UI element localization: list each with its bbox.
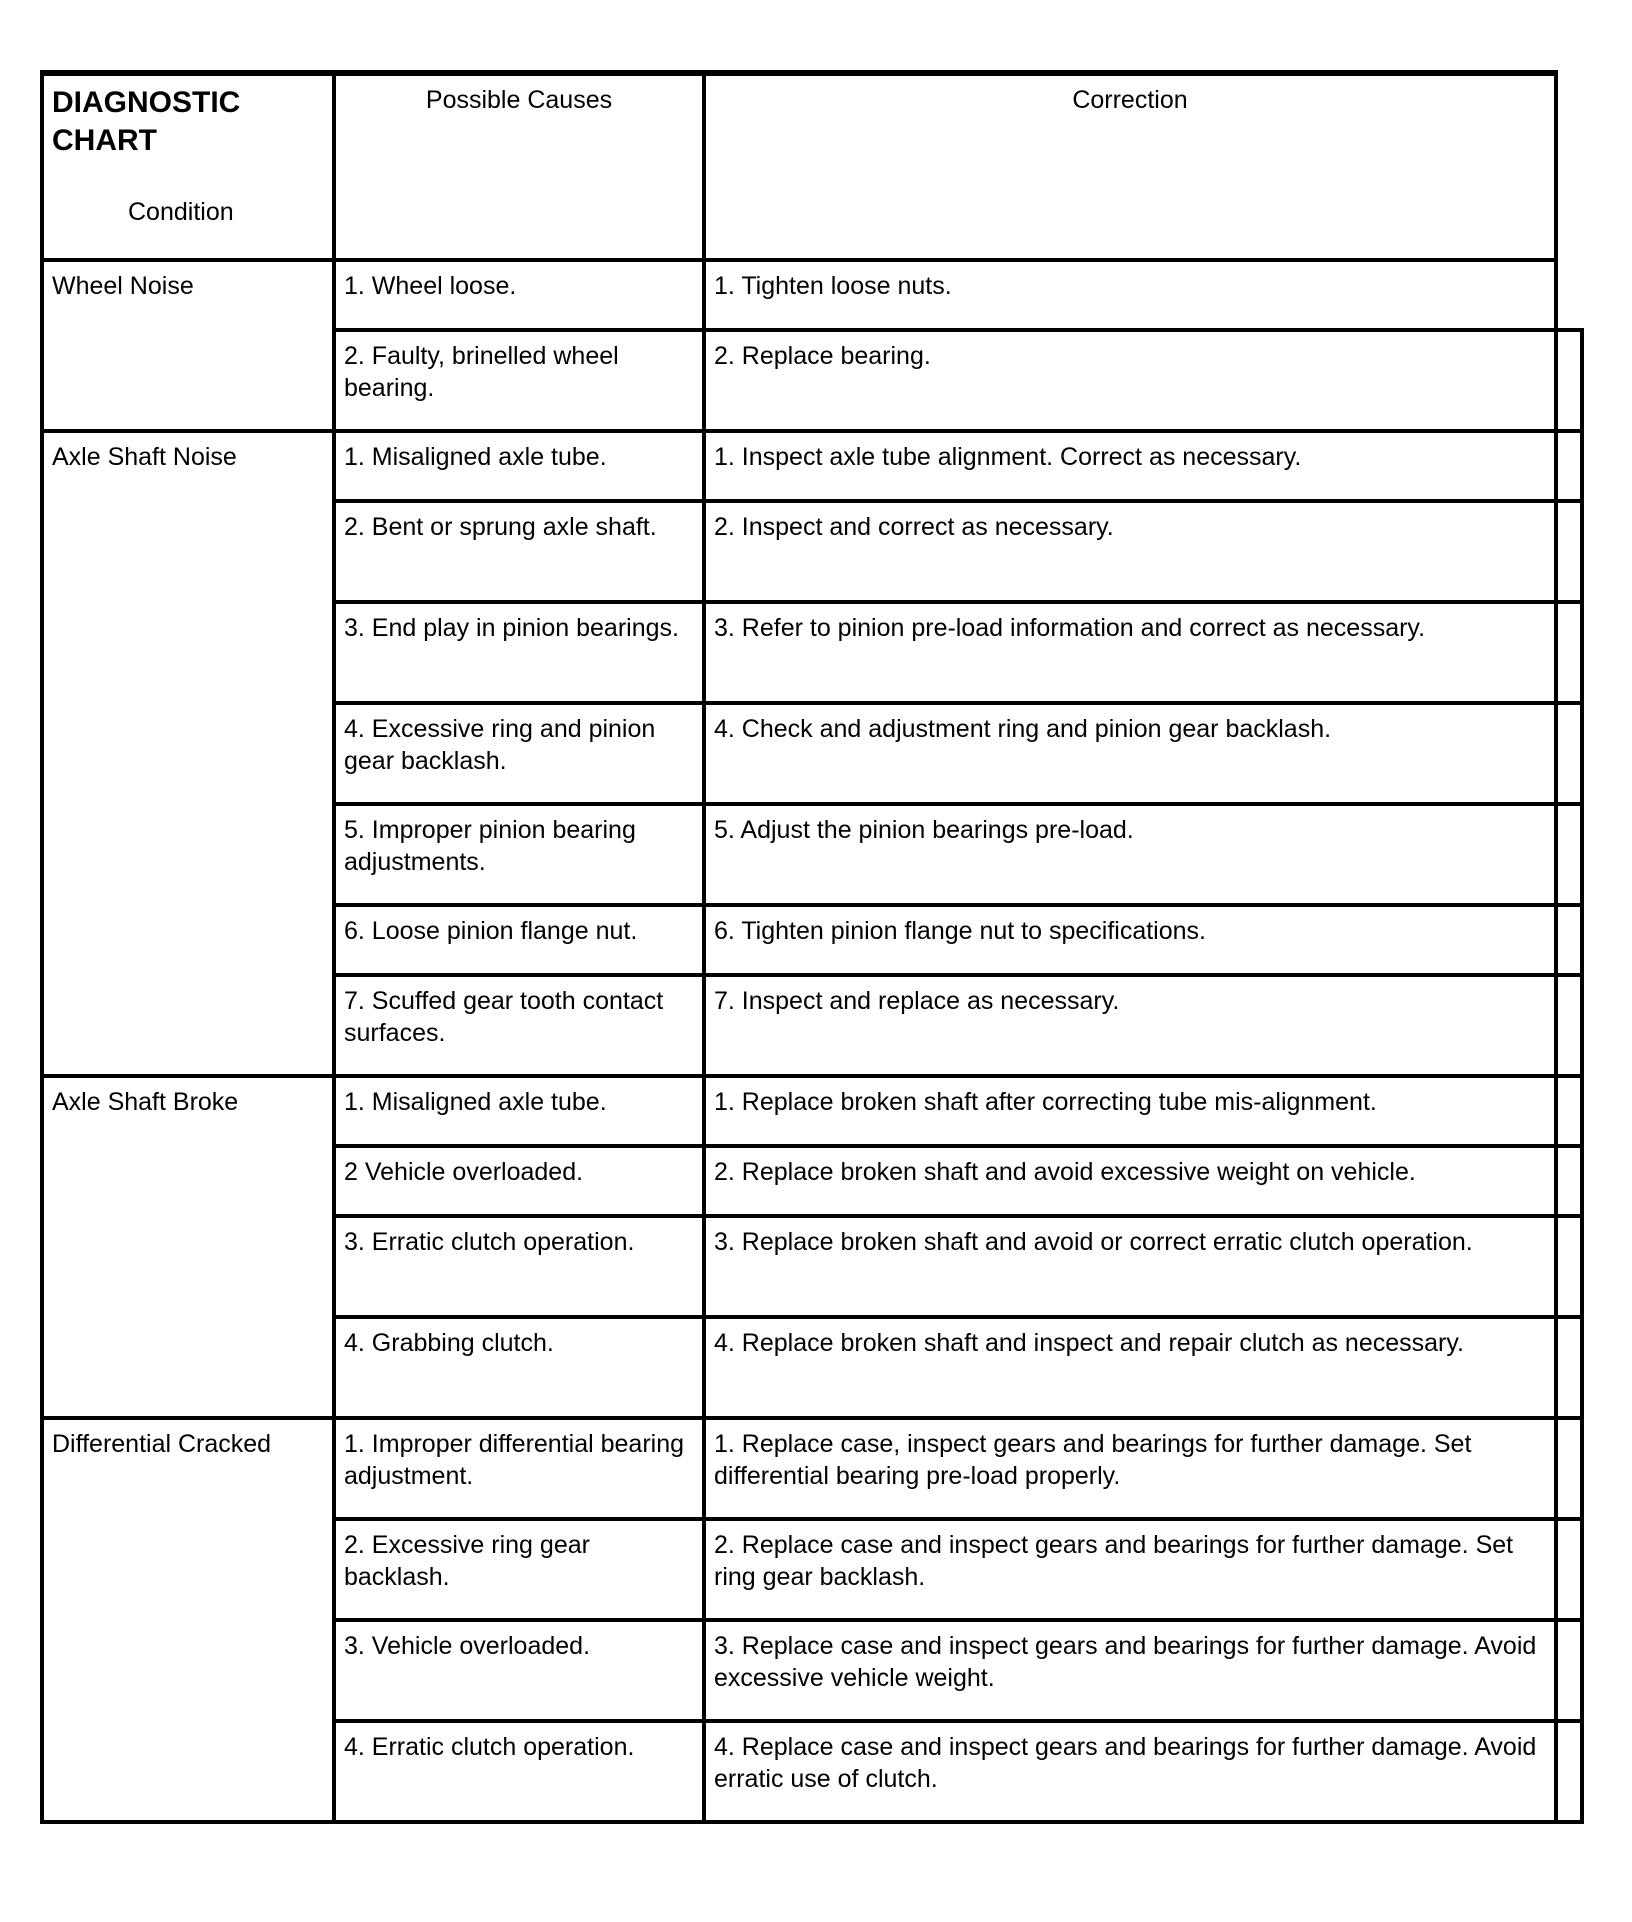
- cause-cell: 3. Vehicle overloaded.: [334, 1620, 704, 1721]
- cause-cell: 6. Loose pinion flange nut.: [334, 905, 704, 975]
- correction-cell: 2. Inspect and correct as necessary.: [704, 501, 1556, 602]
- condition-cell: Differential Cracked: [42, 1418, 334, 1822]
- condition-header: Condition: [128, 198, 234, 226]
- header-row: [42, 73, 1582, 260]
- correction-cell: 3. Refer to pinion pre-load information and correct as necessary.: [704, 602, 1556, 703]
- correction-cell: 4. Check and adjustment ring and pinion gear backlash.: [704, 703, 1556, 804]
- margin-cell: [1556, 905, 1582, 975]
- cause-cell: 4. Excessive ring and pinion gear backlash.: [334, 703, 704, 804]
- cause-cell: 4. Grabbing clutch.: [334, 1317, 704, 1418]
- chart-title: [52, 84, 324, 160]
- condition-cell: Axle Shaft Broke: [42, 1076, 334, 1418]
- margin-cell: [1556, 703, 1582, 804]
- cause-cell: 1. Misaligned axle tube.: [334, 1076, 704, 1146]
- correction-cell: 1. Tighten loose nuts.: [704, 260, 1556, 330]
- correction-cell: 1. Replace case, inspect gears and bearings for further damage. Set differential bearing pre-load properly.: [704, 1418, 1556, 1519]
- margin-cell: [1556, 1620, 1582, 1721]
- cause-cell: 1. Improper differential bearing adjustment.: [334, 1418, 704, 1519]
- cause-cell: 4. Erratic clutch operation.: [334, 1721, 704, 1822]
- cause-cell: 1. Misaligned axle tube.: [334, 431, 704, 501]
- condition-cell: Wheel Noise: [42, 260, 334, 431]
- blank-cell: [1556, 73, 1582, 260]
- cause-cell: 3. End play in pinion bearings.: [334, 602, 704, 703]
- margin-cell: [1556, 975, 1582, 1076]
- margin-cell: [1556, 1216, 1582, 1317]
- cause-cell: 2. Faulty, brinelled wheel bearing.: [334, 330, 704, 431]
- cause-cell: 5. Improper pinion bearing adjustments.: [334, 804, 704, 905]
- margin-cell: [1556, 1721, 1582, 1822]
- margin-cell: [1556, 260, 1582, 330]
- condition-header-cell: [42, 73, 334, 260]
- title-line-2: CHART: [52, 124, 157, 157]
- possible-causes-header: Possible Causes: [334, 73, 704, 260]
- correction-cell: 3. Replace broken shaft and avoid or correct erratic clutch operation.: [704, 1216, 1556, 1317]
- margin-cell: [1556, 1519, 1582, 1620]
- correction-cell: 7. Inspect and replace as necessary.: [704, 975, 1556, 1076]
- margin-cell: [1556, 1076, 1582, 1146]
- cause-cell: 3. Erratic clutch operation.: [334, 1216, 704, 1317]
- correction-cell: 5. Adjust the pinion bearings pre-load.: [704, 804, 1556, 905]
- correction-cell: 6. Tighten pinion flange nut to specifications.: [704, 905, 1556, 975]
- table-row: [42, 1076, 1582, 1146]
- margin-cell: [1556, 501, 1582, 602]
- correction-cell: 3. Replace case and inspect gears and bearings for further damage. Avoid excessive vehicle weight.: [704, 1620, 1556, 1721]
- cause-cell: 2. Excessive ring gear backlash.: [334, 1519, 704, 1620]
- diagnostic-chart-table: [40, 70, 1584, 1824]
- cause-cell: 7. Scuffed gear tooth contact surfaces.: [334, 975, 704, 1076]
- correction-cell: 2. Replace bearing.: [704, 330, 1556, 431]
- correction-header: Correction: [704, 73, 1556, 260]
- margin-cell: [1556, 1418, 1582, 1519]
- correction-cell: 1. Replace broken shaft after correcting tube mis-alignment.: [704, 1076, 1556, 1146]
- cause-cell: 1. Wheel loose.: [334, 260, 704, 330]
- title-line-1: DIAGNOSTIC: [52, 86, 241, 119]
- margin-cell: [1556, 602, 1582, 703]
- margin-cell: [1556, 431, 1582, 501]
- condition-cell: Axle Shaft Noise: [42, 431, 334, 1076]
- table-row: [42, 260, 1582, 330]
- cause-cell: 2 Vehicle overloaded.: [334, 1146, 704, 1216]
- table-row: [42, 1418, 1582, 1519]
- correction-cell: 2. Replace case and inspect gears and bearings for further damage. Set ring gear backlash.: [704, 1519, 1556, 1620]
- margin-cell: [1556, 1146, 1582, 1216]
- table-row: [42, 431, 1582, 501]
- cause-cell: 2. Bent or sprung axle shaft.: [334, 501, 704, 602]
- margin-cell: [1556, 330, 1582, 431]
- margin-cell: [1556, 1317, 1582, 1418]
- margin-cell: [1556, 804, 1582, 905]
- correction-cell: 4. Replace broken shaft and inspect and repair clutch as necessary.: [704, 1317, 1556, 1418]
- correction-cell: 4. Replace case and inspect gears and bearings for further damage. Avoid erratic use of clutch.: [704, 1721, 1556, 1822]
- correction-cell: 2. Replace broken shaft and avoid excessive weight on vehicle.: [704, 1146, 1556, 1216]
- correction-cell: 1. Inspect axle tube alignment. Correct as necessary.: [704, 431, 1556, 501]
